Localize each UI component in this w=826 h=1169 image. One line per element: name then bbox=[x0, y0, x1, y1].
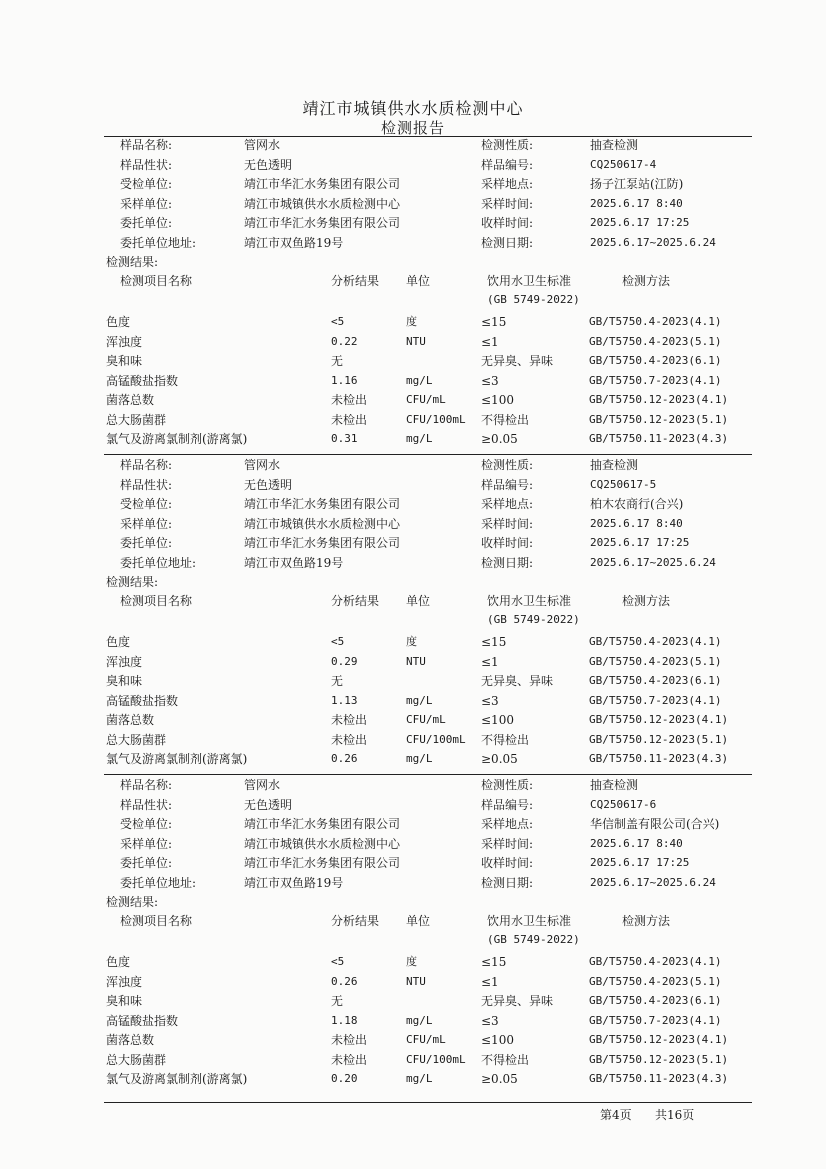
row-unit: 度 bbox=[406, 315, 417, 328]
row-unit: 度 bbox=[406, 955, 417, 968]
col-header-item: 检测项目名称 bbox=[120, 274, 193, 288]
row-item: 氯气及游离氯制剂(游离氯) bbox=[106, 752, 248, 766]
bottom-rule bbox=[104, 1102, 752, 1103]
row-method: GB/T5750.4-2023(4.1) bbox=[589, 955, 722, 968]
label-test-nature: 检测性质: bbox=[481, 138, 534, 152]
row-item: 高锰酸盐指数 bbox=[106, 693, 179, 708]
row-item: 菌落总数 bbox=[106, 1033, 155, 1047]
label-test-date: 检测日期: bbox=[481, 875, 534, 890]
row-result: 未检出 bbox=[331, 713, 368, 727]
row-method: GB/T5750.12-2023(4.1) bbox=[589, 713, 729, 726]
label-test-date: 检测日期: bbox=[481, 235, 534, 250]
row-unit: mg/L bbox=[406, 1072, 433, 1085]
row-method: GB/T5750.7-2023(4.1) bbox=[589, 1013, 722, 1027]
row-unit: 度 bbox=[406, 635, 417, 648]
row-std: ≤100 bbox=[481, 393, 514, 407]
col-header-std-code: (GB 5749-2022) bbox=[487, 613, 580, 626]
row-item: 总大肠菌群 bbox=[106, 732, 167, 747]
col-header-method: 检测方法 bbox=[622, 594, 671, 608]
label-entrust-addr: 委托单位地址: bbox=[120, 555, 197, 570]
label-entrust: 委托单位: bbox=[120, 536, 173, 550]
row-unit: mg/L bbox=[406, 1013, 433, 1027]
label-entrust-addr: 委托单位地址: bbox=[120, 235, 197, 250]
value-client: 靖江市华汇水务集团有限公司 bbox=[244, 817, 401, 831]
value-no: CQ250617-5 bbox=[590, 477, 657, 491]
row-unit: NTU bbox=[406, 974, 426, 988]
col-header-item: 检测项目名称 bbox=[120, 594, 193, 608]
row-unit: CFU/100mL bbox=[406, 1052, 466, 1066]
row-std: 无异臭、异味 bbox=[481, 994, 554, 1008]
row-result: 0.22 bbox=[331, 334, 358, 348]
row-result: 0.26 bbox=[331, 974, 358, 988]
row-method: GB/T5750.7-2023(4.1) bbox=[589, 693, 722, 707]
label-sample-state: 样品性状: bbox=[120, 477, 173, 492]
value-site: 扬子江泵站(江防) bbox=[590, 177, 684, 191]
row-method: GB/T5750.7-2023(4.1) bbox=[589, 373, 722, 387]
value-name: 管网水 bbox=[244, 778, 281, 792]
top-rule bbox=[104, 136, 752, 137]
row-item: 氯气及游离氯制剂(游离氯) bbox=[106, 432, 248, 446]
label-receive-time: 收样时间: bbox=[481, 856, 534, 870]
row-method: GB/T5750.12-2023(5.1) bbox=[589, 1052, 729, 1066]
row-method: GB/T5750.12-2023(5.1) bbox=[589, 412, 729, 426]
value-name: 管网水 bbox=[244, 138, 281, 152]
row-item: 色度 bbox=[106, 955, 131, 969]
value-sample-time: 2025.6.17 8:40 bbox=[590, 836, 683, 850]
row-method: GB/T5750.4-2023(6.1) bbox=[589, 994, 722, 1007]
row-std: ≥0.05 bbox=[481, 432, 518, 446]
value-sampler: 靖江市城镇供水水质检测中心 bbox=[244, 516, 401, 531]
value-sample-time: 2025.6.17 8:40 bbox=[590, 516, 683, 530]
col-header-result: 分析结果 bbox=[331, 914, 380, 928]
label-sample-name: 样品名称: bbox=[120, 778, 173, 792]
label-sample-time: 采样时间: bbox=[481, 516, 534, 531]
row-method: GB/T5750.4-2023(5.1) bbox=[589, 974, 722, 988]
value-entrust: 靖江市华汇水务集团有限公司 bbox=[244, 536, 401, 550]
row-std: ≤100 bbox=[481, 1033, 514, 1047]
col-header-unit: 单位 bbox=[406, 914, 431, 928]
row-result: <5 bbox=[331, 635, 345, 648]
row-item: 浑浊度 bbox=[106, 334, 143, 349]
value-site: 华信制盖有限公司(合兴) bbox=[590, 817, 720, 831]
label-client: 受检单位: bbox=[120, 817, 173, 831]
row-result: 0.20 bbox=[331, 1072, 358, 1085]
label-sample-time: 采样时间: bbox=[481, 196, 534, 211]
label-sample-state: 样品性状: bbox=[120, 797, 173, 812]
row-item: 菌落总数 bbox=[106, 393, 155, 407]
col-header-method: 检测方法 bbox=[622, 274, 671, 288]
row-std: 无异臭、异味 bbox=[481, 674, 554, 688]
label-site: 采样地点: bbox=[481, 497, 534, 511]
row-unit: CFU/mL bbox=[406, 393, 446, 406]
col-header-std: 饮用水卫生标准 bbox=[487, 274, 572, 288]
value-sampler: 靖江市城镇供水水质检测中心 bbox=[244, 836, 401, 851]
page-number: 第4页 bbox=[600, 1108, 632, 1122]
row-item: 臭和味 bbox=[106, 994, 143, 1008]
value-state: 无色透明 bbox=[244, 157, 293, 172]
value-site: 柏木农商行(合兴) bbox=[590, 497, 684, 511]
block-divider bbox=[104, 454, 752, 455]
row-std: ≤1 bbox=[481, 334, 499, 349]
row-std: ≥0.05 bbox=[481, 1072, 518, 1086]
row-std: ≤3 bbox=[481, 1013, 499, 1028]
results-label: 检测结果: bbox=[106, 255, 159, 269]
value-nature: 抽查检测 bbox=[590, 458, 639, 472]
label-sampler: 采样单位: bbox=[120, 836, 173, 851]
row-result: <5 bbox=[331, 315, 345, 328]
value-entrust-addr: 靖江市双鱼路19号 bbox=[244, 875, 344, 890]
row-method: GB/T5750.11-2023(4.3) bbox=[589, 1072, 729, 1085]
row-item: 高锰酸盐指数 bbox=[106, 373, 179, 388]
value-entrust-addr: 靖江市双鱼路19号 bbox=[244, 235, 344, 250]
value-test-date: 2025.6.17~2025.6.24 bbox=[590, 555, 716, 569]
row-item: 菌落总数 bbox=[106, 713, 155, 727]
label-sample-no: 样品编号: bbox=[481, 157, 534, 172]
row-result: 1.13 bbox=[331, 693, 358, 707]
col-header-std-code: (GB 5749-2022) bbox=[487, 933, 580, 946]
value-receive-time: 2025.6.17 17:25 bbox=[590, 856, 690, 869]
col-header-result: 分析结果 bbox=[331, 594, 380, 608]
row-result: 无 bbox=[331, 994, 344, 1008]
row-item: 色度 bbox=[106, 315, 131, 329]
row-std: ≤3 bbox=[481, 373, 499, 388]
row-method: GB/T5750.4-2023(5.1) bbox=[589, 654, 722, 668]
row-unit: CFU/mL bbox=[406, 713, 446, 726]
value-client: 靖江市华汇水务集团有限公司 bbox=[244, 497, 401, 511]
row-std: 无异臭、异味 bbox=[481, 354, 554, 368]
row-result: 未检出 bbox=[331, 1052, 368, 1067]
row-result: <5 bbox=[331, 955, 345, 968]
results-label: 检测结果: bbox=[106, 575, 159, 589]
row-std: ≤15 bbox=[481, 315, 507, 329]
row-result: 未检出 bbox=[331, 732, 368, 747]
value-sample-time: 2025.6.17 8:40 bbox=[590, 196, 683, 210]
row-std: 不得检出 bbox=[481, 732, 530, 747]
value-entrust-addr: 靖江市双鱼路19号 bbox=[244, 555, 344, 570]
value-test-date: 2025.6.17~2025.6.24 bbox=[590, 875, 716, 889]
org-title: 靖江市城镇供水水质检测中心 bbox=[302, 99, 524, 118]
row-method: GB/T5750.11-2023(4.3) bbox=[589, 432, 729, 445]
value-no: CQ250617-6 bbox=[590, 797, 657, 811]
label-test-nature: 检测性质: bbox=[481, 458, 534, 472]
row-method: GB/T5750.4-2023(6.1) bbox=[589, 354, 722, 367]
value-receive-time: 2025.6.17 17:25 bbox=[590, 216, 690, 229]
row-std: ≤3 bbox=[481, 693, 499, 708]
row-unit: CFU/mL bbox=[406, 1033, 446, 1046]
value-no: CQ250617-4 bbox=[590, 157, 657, 171]
row-item: 浑浊度 bbox=[106, 974, 143, 989]
row-unit: mg/L bbox=[406, 693, 433, 707]
label-site: 采样地点: bbox=[481, 817, 534, 831]
row-std: 不得检出 bbox=[481, 1052, 530, 1067]
col-header-unit: 单位 bbox=[406, 274, 431, 288]
label-receive-time: 收样时间: bbox=[481, 536, 534, 550]
results-label: 检测结果: bbox=[106, 895, 159, 909]
row-std: ≤15 bbox=[481, 955, 507, 969]
row-std: ≤100 bbox=[481, 713, 514, 727]
page-total: 共16页 bbox=[655, 1108, 695, 1122]
value-state: 无色透明 bbox=[244, 797, 293, 812]
label-sample-no: 样品编号: bbox=[481, 797, 534, 812]
row-method: GB/T5750.12-2023(4.1) bbox=[589, 1033, 729, 1046]
value-client: 靖江市华汇水务集团有限公司 bbox=[244, 177, 401, 191]
row-unit: mg/L bbox=[406, 373, 433, 387]
row-std: ≤15 bbox=[481, 635, 507, 649]
label-client: 受检单位: bbox=[120, 177, 173, 191]
row-result: 0.26 bbox=[331, 752, 358, 765]
row-method: GB/T5750.11-2023(4.3) bbox=[589, 752, 729, 765]
row-method: GB/T5750.4-2023(6.1) bbox=[589, 674, 722, 687]
row-std: 不得检出 bbox=[481, 412, 530, 427]
row-method: GB/T5750.4-2023(4.1) bbox=[589, 315, 722, 328]
row-unit: CFU/100mL bbox=[406, 732, 466, 746]
row-std: ≥0.05 bbox=[481, 752, 518, 766]
col-header-std-code: (GB 5749-2022) bbox=[487, 293, 580, 306]
row-unit: NTU bbox=[406, 654, 426, 668]
label-sample-state: 样品性状: bbox=[120, 157, 173, 172]
label-entrust: 委托单位: bbox=[120, 856, 173, 870]
label-receive-time: 收样时间: bbox=[481, 216, 534, 230]
row-method: GB/T5750.4-2023(5.1) bbox=[589, 334, 722, 348]
col-header-unit: 单位 bbox=[406, 594, 431, 608]
label-sample-no: 样品编号: bbox=[481, 477, 534, 492]
row-result: 0.31 bbox=[331, 432, 358, 445]
row-item: 臭和味 bbox=[106, 674, 143, 688]
label-test-nature: 检测性质: bbox=[481, 778, 534, 792]
col-header-std: 饮用水卫生标准 bbox=[487, 594, 572, 608]
label-sampler: 采样单位: bbox=[120, 516, 173, 531]
col-header-std: 饮用水卫生标准 bbox=[487, 914, 572, 928]
row-unit: CFU/100mL bbox=[406, 412, 466, 426]
col-header-result: 分析结果 bbox=[331, 274, 380, 288]
col-header-method: 检测方法 bbox=[622, 914, 671, 928]
value-test-date: 2025.6.17~2025.6.24 bbox=[590, 235, 716, 249]
doc-title: 检测报告 bbox=[380, 119, 445, 137]
label-site: 采样地点: bbox=[481, 177, 534, 191]
row-item: 总大肠菌群 bbox=[106, 1052, 167, 1067]
label-entrust-addr: 委托单位地址: bbox=[120, 875, 197, 890]
value-name: 管网水 bbox=[244, 458, 281, 472]
value-receive-time: 2025.6.17 17:25 bbox=[590, 536, 690, 549]
row-result: 无 bbox=[331, 674, 344, 688]
label-sample-name: 样品名称: bbox=[120, 138, 173, 152]
value-entrust: 靖江市华汇水务集团有限公司 bbox=[244, 216, 401, 230]
row-std: ≤1 bbox=[481, 654, 499, 669]
col-header-item: 检测项目名称 bbox=[120, 914, 193, 928]
row-item: 氯气及游离氯制剂(游离氯) bbox=[106, 1072, 248, 1086]
value-state: 无色透明 bbox=[244, 477, 293, 492]
row-method: GB/T5750.12-2023(5.1) bbox=[589, 732, 729, 746]
label-sample-time: 采样时间: bbox=[481, 836, 534, 851]
row-result: 0.29 bbox=[331, 654, 358, 668]
row-unit: NTU bbox=[406, 334, 426, 348]
block-divider bbox=[104, 774, 752, 775]
row-unit: mg/L bbox=[406, 432, 433, 445]
row-item: 总大肠菌群 bbox=[106, 412, 167, 427]
row-unit: mg/L bbox=[406, 752, 433, 765]
row-item: 浑浊度 bbox=[106, 654, 143, 669]
row-result: 未检出 bbox=[331, 412, 368, 427]
row-result: 未检出 bbox=[331, 1033, 368, 1047]
row-item: 高锰酸盐指数 bbox=[106, 1013, 179, 1028]
value-nature: 抽查检测 bbox=[590, 138, 639, 152]
row-item: 臭和味 bbox=[106, 354, 143, 368]
row-method: GB/T5750.12-2023(4.1) bbox=[589, 393, 729, 406]
row-std: ≤1 bbox=[481, 974, 499, 989]
row-method: GB/T5750.4-2023(4.1) bbox=[589, 635, 722, 648]
value-sampler: 靖江市城镇供水水质检测中心 bbox=[244, 196, 401, 211]
row-result: 1.18 bbox=[331, 1013, 358, 1027]
label-sampler: 采样单位: bbox=[120, 196, 173, 211]
row-result: 无 bbox=[331, 354, 344, 368]
value-entrust: 靖江市华汇水务集团有限公司 bbox=[244, 856, 401, 870]
row-result: 未检出 bbox=[331, 393, 368, 407]
label-test-date: 检测日期: bbox=[481, 555, 534, 570]
label-entrust: 委托单位: bbox=[120, 216, 173, 230]
label-sample-name: 样品名称: bbox=[120, 458, 173, 472]
row-result: 1.16 bbox=[331, 373, 358, 387]
row-item: 色度 bbox=[106, 635, 131, 649]
label-client: 受检单位: bbox=[120, 497, 173, 511]
value-nature: 抽查检测 bbox=[590, 778, 639, 792]
